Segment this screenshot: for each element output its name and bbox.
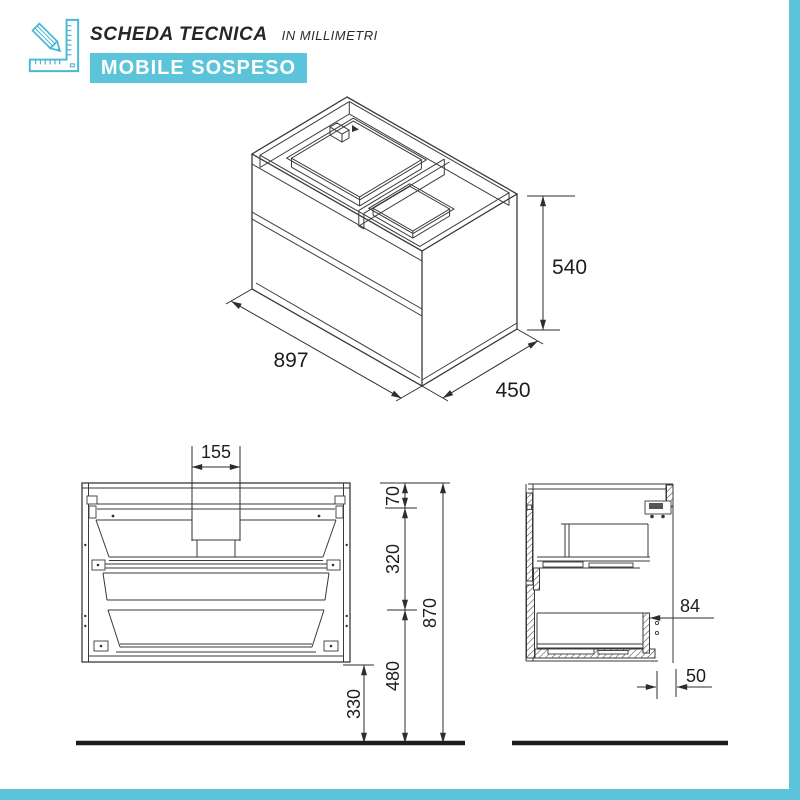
- wall-bracket: [645, 501, 671, 518]
- dimension-iso-width: [226, 289, 422, 401]
- dim-label-320: 320: [383, 543, 403, 575]
- dim-label-540: 540: [552, 256, 588, 279]
- dimension-siphon-cutout: [192, 442, 240, 541]
- dim-label-84: 84: [680, 596, 701, 616]
- dimension-drawer-inset: [650, 596, 714, 618]
- dim-label-70: 70: [383, 485, 403, 507]
- dim-label-155: 155: [200, 442, 232, 462]
- isometric-view: [226, 97, 587, 402]
- dim-label-330: 330: [344, 688, 364, 720]
- unit-note: IN MILLIMETRI: [281, 28, 378, 43]
- accent-stripe-right: [789, 0, 800, 800]
- dimension-back-gap: [637, 666, 712, 699]
- dimension-iso-height: [527, 196, 587, 330]
- front-view: [76, 442, 465, 743]
- dim-label-897: 897: [273, 349, 309, 372]
- dim-label-480: 480: [383, 660, 403, 692]
- dim-label-50: 50: [686, 666, 707, 686]
- side-view: [512, 484, 728, 743]
- dim-label-450: 450: [495, 379, 531, 402]
- dimension-height-chain: [343, 483, 450, 743]
- dim-label-870: 870: [420, 597, 440, 629]
- dimension-iso-depth: [422, 329, 543, 402]
- accent-stripe-bottom: [0, 789, 800, 800]
- product-banner: MOBILE SOSPESO: [90, 53, 307, 83]
- page-title: SCHEDA TECNICA: [90, 24, 268, 45]
